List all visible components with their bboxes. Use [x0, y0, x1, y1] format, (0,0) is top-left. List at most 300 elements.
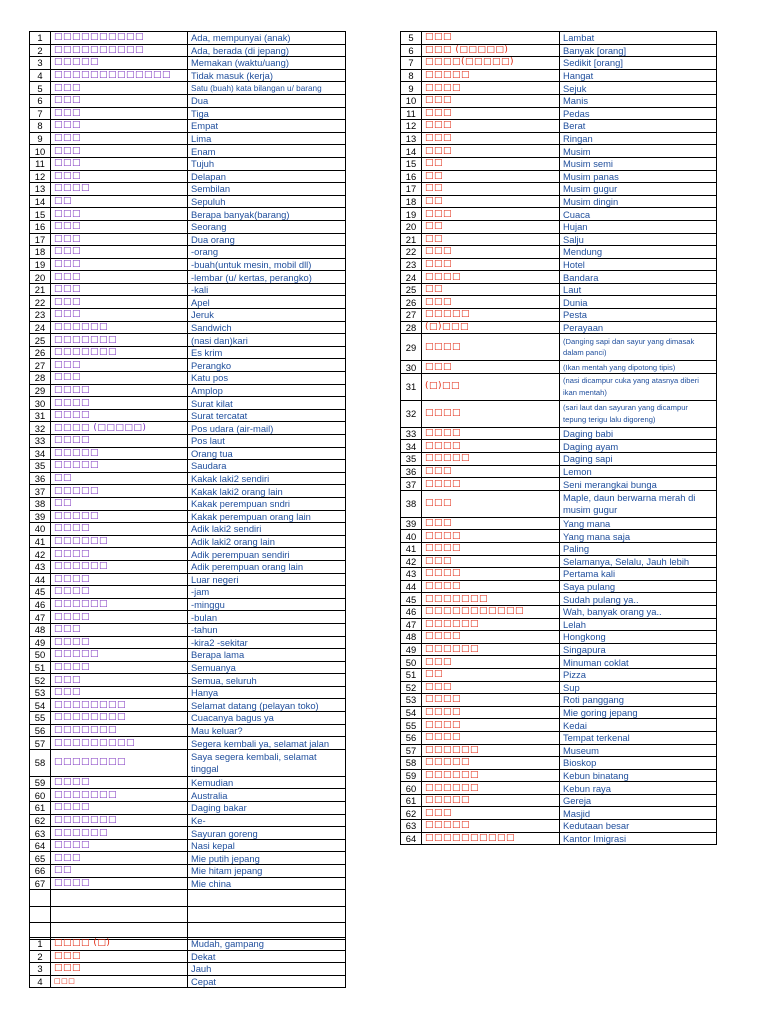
japanese-word: □□□□: [51, 776, 188, 789]
vocab-row: [30, 776, 346, 789]
indonesian-meaning: Dua: [188, 94, 346, 107]
row-number: 19: [401, 208, 422, 221]
indonesian-meaning: Delapan: [188, 170, 346, 183]
indonesian-meaning: Sudah pulang ya..: [560, 593, 717, 606]
indonesian-meaning: Musim gugur: [560, 183, 717, 196]
japanese-word: □□□: [51, 283, 188, 296]
indonesian-meaning: Hujan: [560, 220, 717, 233]
row-number: 42: [401, 555, 422, 568]
vocab-row: [401, 757, 717, 770]
indonesian-meaning: Memakan (waktu/uang): [188, 57, 346, 70]
japanese-word: □□□□□: [51, 460, 188, 473]
row-number: 33: [401, 427, 422, 440]
vocab-row: [401, 246, 717, 259]
japanese-word: □□□□□□□: [422, 593, 560, 606]
indonesian-meaning: Sup: [560, 681, 717, 694]
indonesian-meaning: Nasi kepal: [188, 839, 346, 852]
indonesian-meaning: Hongkong: [560, 631, 717, 644]
vocab-row: [401, 568, 717, 581]
row-number: 34: [401, 440, 422, 453]
indonesian-meaning: Ada, mempunyai (anak): [188, 32, 346, 45]
japanese-word: □□□□□□□□□□: [422, 832, 560, 845]
vocab-row: [401, 373, 717, 400]
indonesian-meaning: Hotel: [560, 258, 717, 271]
vocab-row: [401, 731, 717, 744]
row-number: 10: [30, 145, 51, 158]
row-number: 4: [30, 975, 51, 988]
indonesian-meaning: Sandwich: [188, 321, 346, 334]
indonesian-meaning: Pos udara (air-mail): [188, 422, 346, 435]
vocab-row: [30, 271, 346, 284]
japanese-word: □□: [422, 157, 560, 170]
vocab-table-left: [29, 31, 346, 940]
vocab-row: [30, 422, 346, 435]
japanese-word: □□□: [51, 372, 188, 385]
vocab-row: [401, 132, 717, 145]
row-number: 35: [401, 453, 422, 466]
japanese-word: □□□□□□□: [51, 724, 188, 737]
indonesian-meaning: Musim: [560, 145, 717, 158]
row-number: 8: [30, 120, 51, 133]
indonesian-meaning: Seorang: [188, 220, 346, 233]
row-number: 62: [401, 807, 422, 820]
japanese-word: □□□□: [51, 802, 188, 815]
japanese-word: □□□□: [422, 82, 560, 95]
vocab-row: [30, 827, 346, 840]
japanese-word: (□)□□: [422, 373, 560, 400]
vocab-row: [401, 631, 717, 644]
japanese-word: □□□□: [51, 409, 188, 422]
row-number: 62: [30, 814, 51, 827]
japanese-word: □□□□□: [422, 794, 560, 807]
row-number: 4: [30, 69, 51, 82]
row-number: 36: [401, 465, 422, 478]
vocab-row: [401, 530, 717, 543]
indonesian-meaning: Saya segera kembali, selamat tinggal: [188, 749, 346, 776]
indonesian-meaning: Tiga: [188, 107, 346, 120]
indonesian-meaning: Pesta: [560, 309, 717, 322]
vocab-row: [30, 447, 346, 460]
indonesian-meaning: Sepuluh: [188, 195, 346, 208]
row-number: 15: [30, 208, 51, 221]
blank-row: [30, 906, 346, 923]
row-number: 12: [30, 170, 51, 183]
vocab-row: [30, 57, 346, 70]
indonesian-meaning: Dekat: [188, 950, 346, 963]
indonesian-meaning: Cuaca: [560, 208, 717, 221]
indonesian-meaning: Dua orang: [188, 233, 346, 246]
indonesian-meaning: Enam: [188, 145, 346, 158]
vocab-row: [30, 107, 346, 120]
vocab-row: [30, 686, 346, 699]
japanese-word: □□□: [51, 309, 188, 322]
vocab-row: [30, 258, 346, 271]
vocab-row: [401, 490, 717, 517]
vocab-row: [401, 706, 717, 719]
vocab-row: [30, 372, 346, 385]
row-number: 52: [401, 681, 422, 694]
row-number: 29: [30, 384, 51, 397]
row-number: 17: [401, 183, 422, 196]
japanese-word: □□□: [422, 361, 560, 374]
row-number: 49: [401, 643, 422, 656]
row-number: 55: [401, 719, 422, 732]
japanese-word: □□□□□□□: [51, 346, 188, 359]
row-number: 5: [401, 32, 422, 45]
indonesian-meaning: -kali: [188, 283, 346, 296]
indonesian-meaning: Lemon: [560, 465, 717, 478]
japanese-word: □□□□: [422, 631, 560, 644]
japanese-word: □□□□□□: [422, 643, 560, 656]
indonesian-meaning: Surat tercatat: [188, 409, 346, 422]
indonesian-meaning: Mudah, gampang: [188, 938, 346, 951]
vocab-row: [30, 724, 346, 737]
row-number: 33: [30, 435, 51, 448]
japanese-word: □□□: [422, 208, 560, 221]
vocab-row: [30, 485, 346, 498]
indonesian-meaning: Lima: [188, 132, 346, 145]
row-number: 52: [30, 674, 51, 687]
vocab-row: [401, 427, 717, 440]
vocab-row: [30, 183, 346, 196]
row-number: 44: [401, 580, 422, 593]
row-number: 64: [30, 839, 51, 852]
indonesian-meaning: Sayuran goreng: [188, 827, 346, 840]
indonesian-meaning: Ringan: [560, 132, 717, 145]
row-number: 30: [30, 397, 51, 410]
indonesian-meaning: Maple, daun berwarna merah di musim gugur: [560, 490, 717, 517]
row-number: 32: [30, 422, 51, 435]
indonesian-meaning: -tahun: [188, 623, 346, 636]
row-number: 38: [30, 497, 51, 510]
row-number: 56: [30, 724, 51, 737]
japanese-word: □□□□□□: [422, 769, 560, 782]
blank-cell: [188, 906, 346, 923]
indonesian-meaning: Es krim: [188, 346, 346, 359]
row-number: 16: [30, 220, 51, 233]
row-number: 34: [30, 447, 51, 460]
row-number: 28: [30, 372, 51, 385]
indonesian-meaning: Luar negeri: [188, 573, 346, 586]
japanese-word: □□□□□□□□□: [51, 737, 188, 750]
japanese-word: □□□□ (□): [51, 938, 188, 951]
indonesian-meaning: Perayaan: [560, 321, 717, 334]
vocab-row: [30, 737, 346, 750]
vocab-row: [401, 258, 717, 271]
indonesian-meaning: (nasi dicampur cuka yang atasnya diberi ikan mentah): [560, 373, 717, 400]
indonesian-meaning: Daging babi: [560, 427, 717, 440]
row-number: 61: [30, 802, 51, 815]
vocab-row: [30, 397, 346, 410]
japanese-word: □□□□: [422, 719, 560, 732]
vocab-row: [30, 963, 346, 976]
vocab-table-right-body: [401, 32, 717, 845]
japanese-word: □□□: [51, 132, 188, 145]
japanese-word: □□□□: [51, 877, 188, 890]
japanese-word: □□□□□□: [422, 618, 560, 631]
indonesian-meaning: Masjid: [560, 807, 717, 820]
blank-row: [30, 890, 346, 907]
row-number: 43: [30, 560, 51, 573]
vocab-row: [401, 321, 717, 334]
vocab-row: [30, 460, 346, 473]
row-number: 31: [30, 409, 51, 422]
japanese-word: □□□□□□: [51, 321, 188, 334]
vocab-row: [401, 453, 717, 466]
indonesian-meaning: Ke-: [188, 814, 346, 827]
vocab-row: [401, 157, 717, 170]
indonesian-meaning: Pos laut: [188, 435, 346, 448]
row-number: 43: [401, 568, 422, 581]
vocab-row: [401, 233, 717, 246]
indonesian-meaning: Singapura: [560, 643, 717, 656]
indonesian-meaning: Banyak [orang]: [560, 44, 717, 57]
indonesian-meaning: Seni merangkai bunga: [560, 478, 717, 491]
indonesian-meaning: (nasi dan)kari: [188, 334, 346, 347]
indonesian-meaning: Kantor Imigrasi: [560, 832, 717, 845]
vocab-row: [401, 400, 717, 427]
row-number: 53: [30, 686, 51, 699]
japanese-word: □□□: [422, 517, 560, 530]
vocab-row: [30, 132, 346, 145]
vocab-row: [30, 321, 346, 334]
vocab-row: [30, 839, 346, 852]
row-number: 20: [30, 271, 51, 284]
vocab-row: [401, 643, 717, 656]
vocab-row: [401, 517, 717, 530]
indonesian-meaning: Lambat: [560, 32, 717, 45]
row-number: 22: [30, 296, 51, 309]
vocab-row: [401, 769, 717, 782]
row-number: 37: [401, 478, 422, 491]
vocab-row: [401, 719, 717, 732]
row-number: 13: [401, 132, 422, 145]
japanese-word: □□□□□: [422, 309, 560, 322]
row-number: 1: [30, 32, 51, 45]
row-number: 49: [30, 636, 51, 649]
indonesian-meaning: Bioskop: [560, 757, 717, 770]
vocab-row: [30, 44, 346, 57]
vocab-row: [30, 170, 346, 183]
indonesian-meaning: Perangko: [188, 359, 346, 372]
vocab-row: [401, 69, 717, 82]
indonesian-meaning: Berat: [560, 120, 717, 133]
row-number: 50: [401, 656, 422, 669]
row-number: 48: [30, 623, 51, 636]
japanese-word: □□□: [51, 852, 188, 865]
row-number: 63: [401, 820, 422, 833]
vocab-table-left-adjectives-body: [30, 938, 346, 988]
japanese-word: □□□: [422, 681, 560, 694]
japanese-word: □□□□: [51, 661, 188, 674]
row-number: 67: [30, 877, 51, 890]
vocab-row: [30, 220, 346, 233]
blank-cell: [188, 890, 346, 907]
indonesian-meaning: Satu (buah) kata bilangan u/ barang: [188, 82, 346, 95]
vocab-row: [401, 107, 717, 120]
indonesian-meaning: Yang mana: [560, 517, 717, 530]
japanese-word: □□□: [51, 674, 188, 687]
japanese-word: □□: [51, 497, 188, 510]
row-number: 26: [401, 296, 422, 309]
japanese-word: □□□□□□□: [51, 334, 188, 347]
row-number: 60: [30, 789, 51, 802]
indonesian-meaning: -buah(untuk mesin, mobil dll): [188, 258, 346, 271]
row-number: 20: [401, 220, 422, 233]
indonesian-meaning: Saya pulang: [560, 580, 717, 593]
vocab-row: [30, 309, 346, 322]
vocab-row: [30, 586, 346, 599]
row-number: 8: [401, 69, 422, 82]
indonesian-meaning: Kakak perempuan sndri: [188, 497, 346, 510]
row-number: 11: [30, 157, 51, 170]
vocab-row: [401, 694, 717, 707]
row-number: 32: [401, 400, 422, 427]
vocab-row: [401, 296, 717, 309]
indonesian-meaning: Kebun binatang: [560, 769, 717, 782]
vocab-row: [30, 157, 346, 170]
row-number: 55: [30, 712, 51, 725]
japanese-word: □□□□ (□□□□□): [51, 422, 188, 435]
indonesian-meaning: Ada, berada (di jepang): [188, 44, 346, 57]
vocab-row: [30, 94, 346, 107]
vocab-row: [30, 865, 346, 878]
row-number: 59: [401, 769, 422, 782]
japanese-word: □□□□: [51, 586, 188, 599]
japanese-word: □□□: [422, 555, 560, 568]
japanese-word: □□□□□□□□□□: [51, 32, 188, 45]
row-number: 39: [401, 517, 422, 530]
indonesian-meaning: Jauh: [188, 963, 346, 976]
vocab-row: [401, 208, 717, 221]
row-number: 1: [30, 938, 51, 951]
japanese-word: □□□: [422, 120, 560, 133]
vocab-row: [401, 744, 717, 757]
vocab-row: [401, 183, 717, 196]
japanese-word: □□□: [51, 296, 188, 309]
japanese-word: □□□□(□□□□□): [422, 57, 560, 70]
vocab-row: [30, 82, 346, 95]
row-number: 28: [401, 321, 422, 334]
japanese-word: □□□: [422, 246, 560, 259]
vocab-row: [30, 611, 346, 624]
row-number: 59: [30, 776, 51, 789]
blank-cell: [30, 906, 51, 923]
vocab-row: [401, 605, 717, 618]
indonesian-meaning: -orang: [188, 246, 346, 259]
japanese-word: □□□□: [422, 543, 560, 556]
japanese-word: □□□□□□□□□□: [51, 44, 188, 57]
row-number: 35: [30, 460, 51, 473]
japanese-word: □□□□: [422, 580, 560, 593]
indonesian-meaning: Paling: [560, 543, 717, 556]
japanese-word: □□□□□: [51, 510, 188, 523]
japanese-word: □□□: [51, 950, 188, 963]
vocab-row: [30, 435, 346, 448]
indonesian-meaning: Pizza: [560, 668, 717, 681]
vocab-row: [401, 593, 717, 606]
indonesian-meaning: Adik perempuan sendiri: [188, 548, 346, 561]
row-number: 22: [401, 246, 422, 259]
japanese-word: □□: [51, 865, 188, 878]
vocab-row: [401, 656, 717, 669]
japanese-word: □□□□: [51, 611, 188, 624]
vocab-table-left-body: [30, 32, 346, 890]
vocab-row: [30, 69, 346, 82]
japanese-word: □□□□□□: [51, 560, 188, 573]
japanese-word: □□□□: [422, 694, 560, 707]
indonesian-meaning: Kebun raya: [560, 782, 717, 795]
row-number: 21: [30, 283, 51, 296]
indonesian-meaning: Kakak perempuan orang lain: [188, 510, 346, 523]
vocab-row: [30, 814, 346, 827]
vocab-row: [30, 573, 346, 586]
vocab-row: [30, 598, 346, 611]
row-number: 2: [30, 950, 51, 963]
vocab-row: [401, 57, 717, 70]
row-number: 30: [401, 361, 422, 374]
japanese-word: □□: [422, 183, 560, 196]
indonesian-meaning: Segera kembali ya, selamat jalan: [188, 737, 346, 750]
japanese-word: □□□□: [51, 384, 188, 397]
indonesian-meaning: Museum: [560, 744, 717, 757]
japanese-word: □□□□: [422, 706, 560, 719]
japanese-word: □□□: [422, 490, 560, 517]
japanese-word: □□□: [51, 82, 188, 95]
vocab-row: [401, 580, 717, 593]
vocab-row: [401, 195, 717, 208]
row-number: 66: [30, 865, 51, 878]
japanese-word: □□□: [51, 157, 188, 170]
indonesian-meaning: Bandara: [560, 271, 717, 284]
japanese-word: □□□: [51, 963, 188, 976]
japanese-word: □□□: [422, 132, 560, 145]
japanese-word: □□□□□: [422, 757, 560, 770]
indonesian-meaning: Semuanya: [188, 661, 346, 674]
row-number: 41: [401, 543, 422, 556]
japanese-word: □□□□□□: [51, 598, 188, 611]
indonesian-meaning: Tidak masuk (kerja): [188, 69, 346, 82]
row-number: 23: [401, 258, 422, 271]
vocab-row: [30, 145, 346, 158]
row-number: 23: [30, 309, 51, 322]
indonesian-meaning: Kakak laki2 orang lain: [188, 485, 346, 498]
indonesian-meaning: Apel: [188, 296, 346, 309]
indonesian-meaning: Roti panggang: [560, 694, 717, 707]
row-number: 31: [401, 373, 422, 400]
indonesian-meaning: Salju: [560, 233, 717, 246]
row-number: 58: [401, 757, 422, 770]
indonesian-meaning: Cuacanya bagus ya: [188, 712, 346, 725]
row-number: 36: [30, 472, 51, 485]
row-number: 40: [30, 523, 51, 536]
row-number: 14: [30, 195, 51, 208]
indonesian-meaning: Sedikit [orang]: [560, 57, 717, 70]
row-number: 21: [401, 233, 422, 246]
japanese-word: □□□□□□: [422, 744, 560, 757]
vocab-row: [30, 283, 346, 296]
japanese-word: □□□□□□: [422, 782, 560, 795]
japanese-word: □□□□: [422, 478, 560, 491]
row-number: 44: [30, 573, 51, 586]
japanese-word: □□□□: [422, 334, 560, 361]
row-number: 10: [401, 94, 422, 107]
vocab-row: [30, 560, 346, 573]
indonesian-meaning: Jeruk: [188, 309, 346, 322]
row-number: 26: [30, 346, 51, 359]
vocab-row: [401, 94, 717, 107]
japanese-word: □□□□□□□: [51, 789, 188, 802]
